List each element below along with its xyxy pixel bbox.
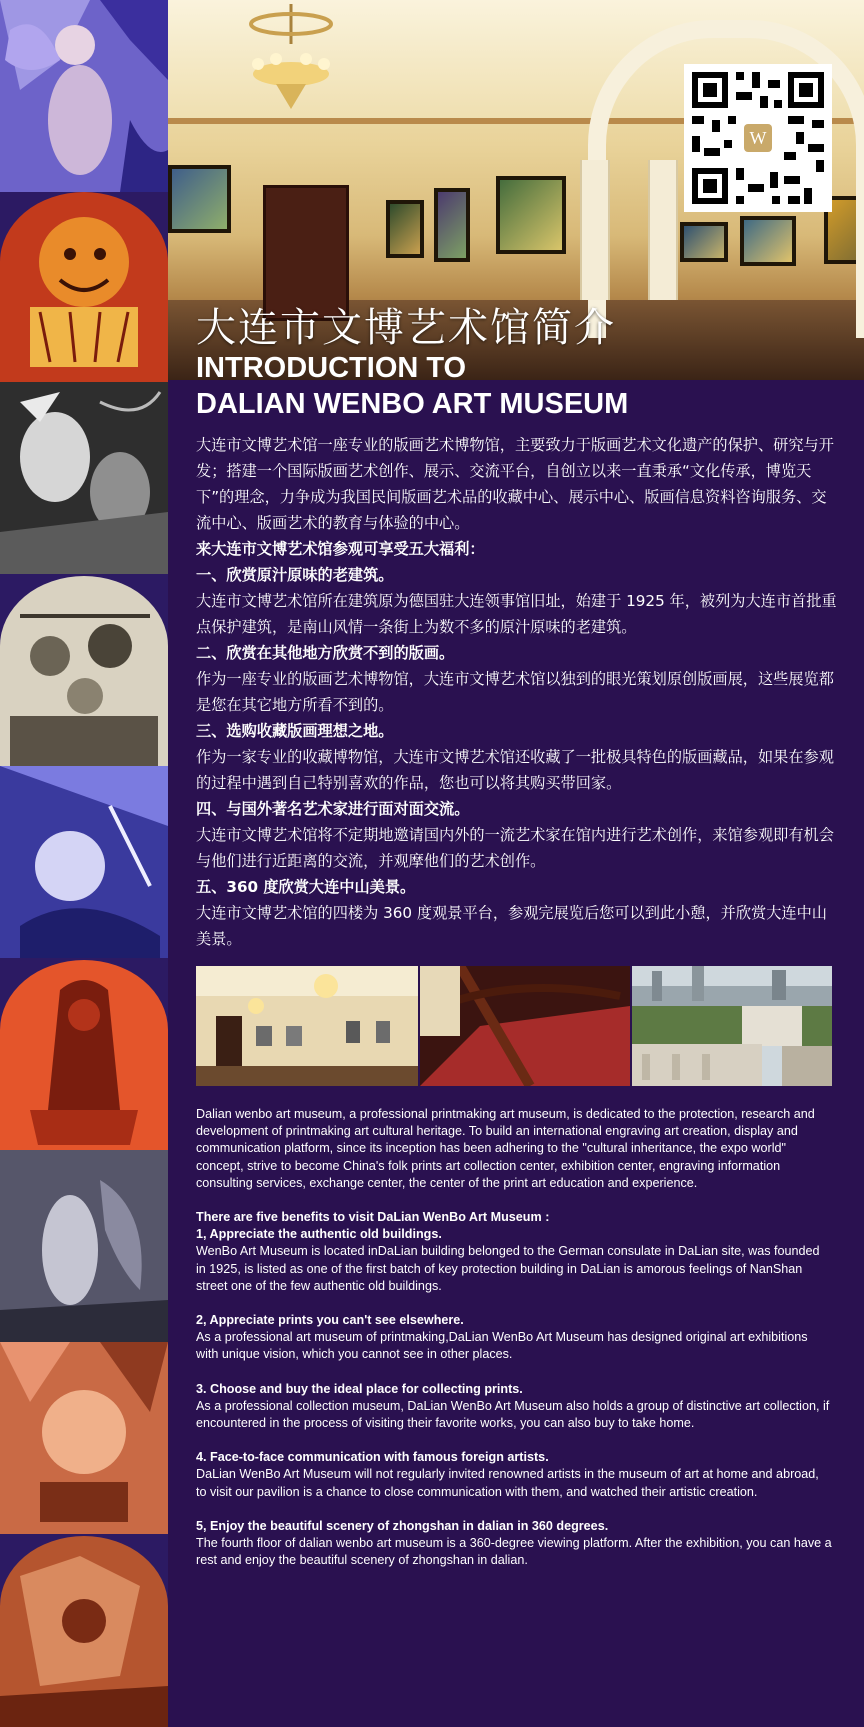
en-benefit-heading: 1, Appreciate the authentic old buildings. <box>196 1227 442 1242</box>
cn-benefits-heading: 来大连市文博艺术馆参观可享受五大福利： <box>196 540 485 558</box>
cn-benefit-body: 作为一家专业的收藏博物馆，大连市文博艺术馆还收藏了一批极具特色的版画藏品，如果在参观的过程中遇到自己特别喜欢的作品，您也可以将其购买带回家。 <box>196 748 834 792</box>
cn-benefit-heading: 四、与国外著名艺术家进行面对面交流。 <box>196 800 470 818</box>
en-benefit-heading: 5, Enjoy the beautiful scenery of zhongshan in dalian in 360 degrees. <box>196 1518 609 1533</box>
photo-city-view <box>632 966 832 1086</box>
en-benefit-body: WenBo Art Museum is located inDaLian building belonged to the German consulate in DaLian site, was founded in 1925, is listed as one of the first batch of key protection building in DaLian is amorous feelings of NanShan street one of the few authentic old buildings. <box>196 1244 820 1293</box>
gallery-painting <box>434 188 470 262</box>
cn-benefit-body: 作为一座专业的版画艺术博物馆，大连市文博艺术馆以独到的眼光策划原创版画展，这些展览都是您在其它地方所看不到的。 <box>196 670 834 714</box>
en-benefit-heading: 4. Face-to-face communication with famous foreign artists. <box>196 1450 549 1465</box>
print-artwork-blue-scene <box>0 766 168 958</box>
qr-code[interactable] <box>684 64 832 212</box>
cn-benefit-body: 大连市文博艺术馆将不定期地邀请国内外的一流艺术家在馆内进行艺术创作，来馆参观即有机会与他们进行近距离的交流，并观摩他们的艺术创作。 <box>196 826 834 870</box>
cn-benefit-heading: 三、选购收藏版画理想之地。 <box>196 722 394 740</box>
page-title-en <box>196 350 628 422</box>
qr-code-icon <box>684 64 832 212</box>
print-artwork-angel <box>0 0 168 192</box>
photo-staircase <box>420 966 630 1086</box>
en-benefit-body: The fourth floor of dalian wenbo art museum is a 360-degree viewing platform. After the exhibition, you can have a rest and enjoy the beautiful scenery of zhongshan in dalian. <box>196 1536 832 1568</box>
photo-gallery-hall <box>196 966 418 1086</box>
museum-photo-strip <box>196 966 832 1086</box>
cn-intro-paragraph: 大连市文博艺术馆一座专业的版画艺术博物馆，主要致力于版画艺术文化遗产的保护、研究与开发；搭建一个国际版画艺术创作、展示、交流平台，自创立以来一直秉承“文化传承，博览天下”的理念，力争成为我国民间版画艺术品的收藏中心、展示中心、版画信息资料咨询服务、交流中心、版画艺术的教育与体验的中心。 <box>196 436 834 532</box>
print-artwork-brown-scene <box>0 1536 168 1727</box>
print-artwork-strip <box>0 0 168 1727</box>
gallery-column <box>648 160 678 300</box>
gallery-column <box>580 160 610 300</box>
en-intro-paragraph: Dalian wenbo art museum, a professional printmaking art museum, is dedicated to the protection, research and development of printmaking art cultural heritage. To build an international engraving art creation, display and communication platform, since its inception has been adhering to the "cultural inheritance, the expo world" concept, strive to become China's folk prints art collection center, exhibition center, engraving information consulting services, exchange center, the center of the print art education and experience. <box>196 1107 815 1190</box>
cn-benefit-heading: 一、欣赏原汁原味的老建筑。 <box>196 566 394 584</box>
chinese-introduction <box>196 432 838 952</box>
en-benefit-body: As a professional art museum of printmaking,DaLian WenBo Art Museum has designed original art exhibitions with unique vision, which you cannot see in other places. <box>196 1330 808 1362</box>
qr-logo-letter: W <box>749 128 767 148</box>
gallery-painting <box>496 176 566 254</box>
print-artwork-crowd <box>0 576 168 766</box>
en-benefit-body: As a professional collection museum, DaLian WenBo Art Museum also holds a group of distinctive art collection, if encountered in the process of visiting their favorite works, you can also buy to take home. <box>196 1398 830 1431</box>
print-artwork-mythic <box>0 1150 168 1342</box>
en-benefit-heading: 3. Choose and buy the ideal place for collecting prints. <box>196 1381 523 1396</box>
print-artwork-face <box>0 192 168 382</box>
cn-benefit-body: 大连市文博艺术馆的四楼为 360 度观景平台，参观完展览后您可以到此小憩，并欣赏大连中山美景。 <box>196 904 827 948</box>
cn-benefit-heading: 二、欣赏在其他地方欣赏不到的版画。 <box>196 644 455 662</box>
gallery-painting <box>386 200 424 258</box>
en-benefits-heading: There are five benefits to visit DaLian WenBo Art Museum : <box>196 1210 550 1225</box>
print-artwork-figures-bw <box>0 382 168 574</box>
print-artwork-red-figure <box>0 960 168 1150</box>
english-introduction <box>196 1106 832 1569</box>
en-benefit-heading: 2, Appreciate prints you can't see elsewhere. <box>196 1313 464 1328</box>
cn-benefit-body: 大连市文博艺术馆所在建筑原为德国驻大连领事馆旧址，始建于 1925 年，被列为大连市首批重点保护建筑，是南山风情一条街上为数不多的原汁原味的老建筑。 <box>196 592 837 636</box>
chandelier-icon <box>246 4 336 114</box>
en-benefit-body: DaLian WenBo Art Museum will not regularly invited renowned artists in the museum of art at home and abroad, to visit our pavilion is a chance to close communication with them, and watched their artistic creation. <box>196 1467 819 1499</box>
page-title-en-line1: INTRODUCTION TO <box>196 352 467 384</box>
print-artwork-orange-scene <box>0 1342 168 1534</box>
page-title-cn: 大连市文博艺术馆简介 <box>196 305 616 351</box>
page-title-en-line2: DALIAN WENBO ART MUSEUM <box>196 388 629 420</box>
cn-benefit-heading: 五、360 度欣赏大连中山美景。 <box>196 878 416 896</box>
gallery-painting <box>168 165 231 233</box>
